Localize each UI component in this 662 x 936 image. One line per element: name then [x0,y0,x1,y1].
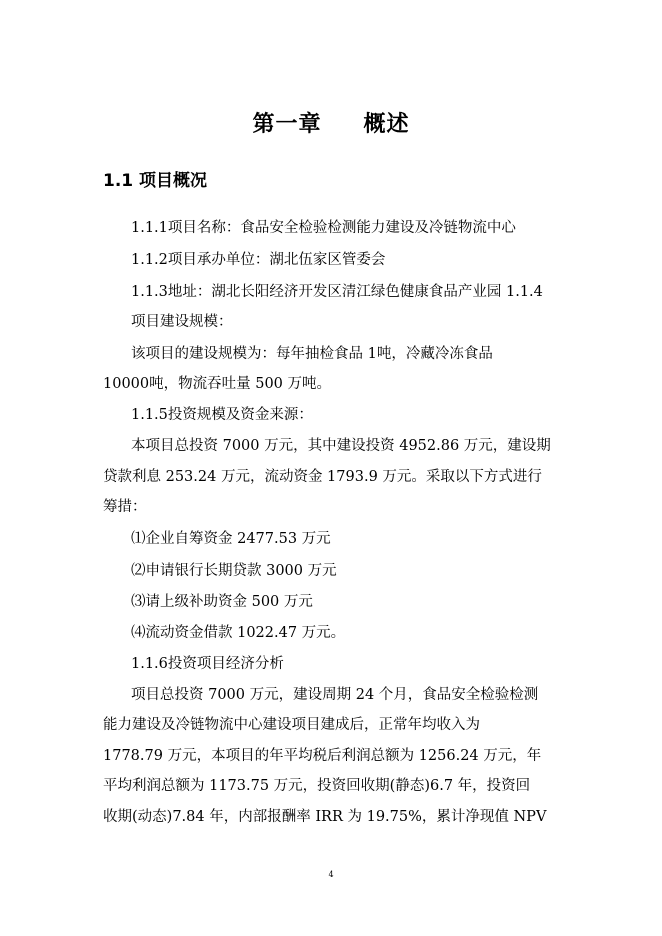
body-line: 1.1.6投资项目经济分析 [131,656,284,672]
list-item: ⑵申请银行长期贷款 3000 万元 [131,563,337,579]
page-number: 4 [328,870,334,879]
body-line: 1.1.5投资规模及资金来源： [131,407,313,423]
section-heading: 1.1 项目概况 [103,171,208,191]
body-line: 筹措： [103,499,147,515]
body-line: 10000吨，物流吞吐量 500 万吨。 [103,376,332,392]
body-line: 项目总投资 7000 万元，建设周期 24 个月，食品安全检验检测 [131,687,539,703]
body-line: 1.1.3地址：湖北长阳经济开发区清江绿色健康食品产业园 1.1.4 [131,284,543,300]
body-line: 能力建设及冷链物流中心建设项目建成后，正常年均收入为 [103,717,480,733]
chapter-name: 概述 [363,111,410,137]
body-line: 该项目的建设规模为：每年抽检食品 1吨，冷藏冷冻食品 [131,346,493,362]
body-line: 贷款利息 253.24 万元，流动资金 1793.9 万元。采取以下方式进行 [103,469,542,485]
body-line: 平均利润总额为 1173.75 万元，投资回收期(静态)6.7 年，投资回 [103,778,531,794]
list-item: ⑶请上级补助资金 500 万元 [131,594,313,610]
body-line: 收期(动态)7.84 年，内部报酬率 IRR 为 19.75%，累计净现值 NPV [103,809,547,825]
list-item: ⑷流动资金借款 1022.47 万元。 [131,625,346,641]
list-item: ⑴企业自筹资金 2477.53 万元 [131,531,331,547]
chapter-number: 第一章 [252,111,322,137]
body-line: 1778.79 万元，本项目的年平均税后利润总额为 1256.24 万元，年 [103,748,542,764]
body-line: 本项目总投资 7000 万元，其中建设投资 4952.86 万元，建设期 [131,438,551,454]
body-line: 1.1.2项目承办单位：湖北伍家区管委会 [131,252,386,268]
body-line: 项目建设规模： [131,314,233,330]
chapter-title [0,107,662,138]
body-line: 1.1.1项目名称：食品安全检验检测能力建设及冷链物流中心 [131,220,516,236]
